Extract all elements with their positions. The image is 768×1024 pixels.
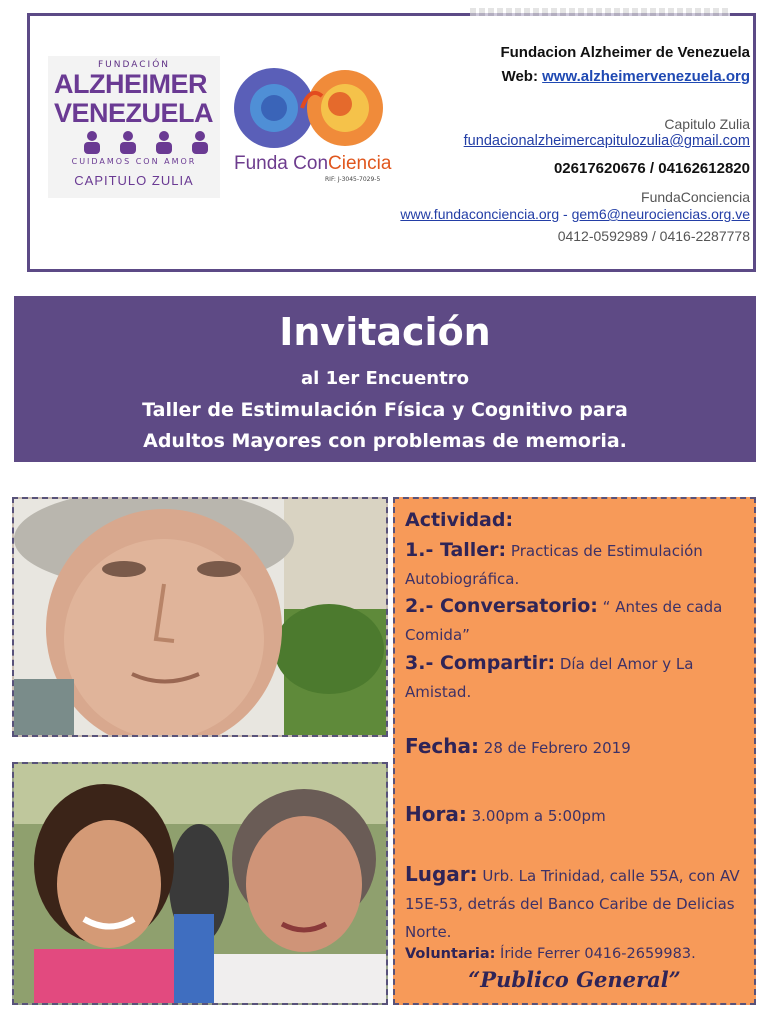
activity-heading: Actividad: (405, 509, 514, 531)
logo-alzheimer-text: ALZHEIMER (54, 69, 207, 99)
item3-text: Día del Amor y La Amistad. (405, 655, 694, 701)
voluntaria-value: Íride Ferrer 0416-2659983. (495, 946, 696, 962)
fc-contact-line: www.fundaconciencia.org - gem6@neurociencias.org.ve (400, 206, 750, 222)
logo-motto: CUIDAMOS CON AMOR (71, 157, 197, 166)
banner-line-1: al 1er Encuentro (301, 368, 469, 389)
org-name: Fundacion Alzheimer de Venezuela (500, 44, 750, 61)
fc-email-link[interactable]: gem6@neurociencias.org.ve (571, 206, 750, 222)
fecha-label: Fecha: (405, 734, 480, 758)
lugar-value: Urb. La Trinidad, calle 55A, con AV 15E-53, detrás del Banco Caribe de Delicias Norte. (405, 867, 740, 941)
item2-label: 2.- Conversatorio: (405, 595, 598, 617)
logo-chapter: CAPITULO ZULIA (74, 173, 194, 188)
people-icon (80, 130, 215, 156)
publico-general: “Publico General” (468, 967, 681, 992)
fundaconciencia-name: Funda ConCiencia (234, 153, 392, 174)
fc-web-link[interactable]: www.fundaconciencia.org (400, 206, 560, 222)
fc-label: FundaConciencia (641, 189, 750, 205)
chapter-email-link[interactable]: fundacionalzheimercapitulozulia@gmail.com (463, 133, 750, 149)
banner-title: Invitación (279, 310, 491, 354)
item2-text: “ Antes de cada Comida” (405, 598, 723, 644)
logo-venezuela-text: VENEZUELA (54, 98, 214, 128)
chapter-label: Capitulo Zulia (664, 116, 750, 132)
hora-value: 3.00pm a 5:00pm (466, 807, 606, 825)
fundaconciencia-rif: RIF: J-3045-7029-5 (325, 176, 381, 183)
fecha-value: 28 de Febrero 2019 (479, 739, 631, 757)
alzheimer-venezuela-logo (48, 56, 220, 198)
item1-text: Practicas de Estimulación Autobiográfica. (405, 542, 703, 588)
item1-label: 1.- Taller: (405, 539, 507, 561)
invitation-banner (14, 296, 756, 462)
voluntaria-label: Voluntaria: (405, 946, 496, 962)
web-line: Web: www.alzheimervenezuela.org (501, 68, 750, 85)
two-women-photo (12, 762, 388, 1005)
faded-text-line (470, 8, 730, 16)
lugar-label: Lugar: (405, 862, 478, 886)
item3-label: 3.- Compartir: (405, 652, 556, 674)
activity-info-panel (393, 497, 756, 1005)
web-link[interactable]: www.alzheimervenezuela.org (542, 68, 750, 85)
hora-label: Hora: (405, 802, 467, 826)
banner-line-2: Taller de Estimulación Física y Cognitivo para (142, 399, 628, 421)
chapter-phones: 02617620676 / 04162612820 (553, 160, 750, 177)
elderly-woman-photo (12, 497, 388, 737)
logo-fundacion-text: FUNDACIÓN (97, 60, 171, 70)
banner-line-3: Adultos Mayores con problemas de memoria. (143, 430, 627, 452)
fc-phones: 0412-0592989 / 0416-2287778 (557, 228, 750, 244)
